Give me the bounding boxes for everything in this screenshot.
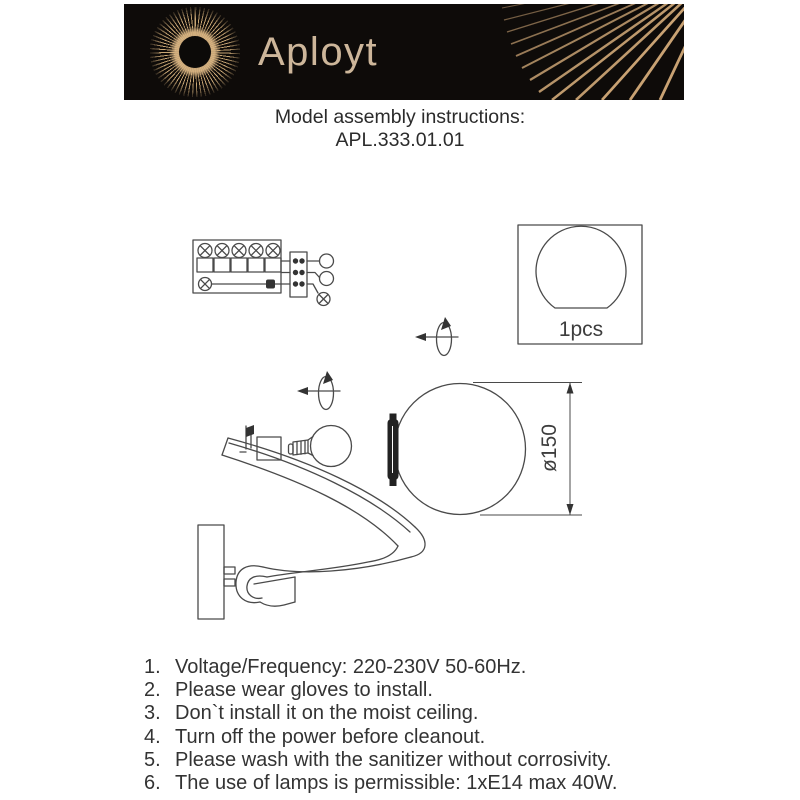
- item-number: 6.: [144, 772, 161, 795]
- ground-screw-icon: [199, 278, 212, 291]
- title-line: Model assembly instructions:: [274, 106, 526, 128]
- rotate-arrow-icon: [415, 317, 458, 356]
- quantity-label: 1pcs: [558, 318, 604, 341]
- model-number: APL.333.01.01: [335, 129, 465, 151]
- wiring-diagram: [193, 240, 334, 306]
- item-text: Please wash with the sanitizer without corrosivity.: [175, 748, 612, 771]
- item-number: 2.: [144, 679, 161, 702]
- list-item: [144, 772, 617, 795]
- item-text: Voltage/Frequency: 220-230V 50-60Hz.: [175, 656, 527, 678]
- rotate-arrow-icon: [297, 371, 340, 410]
- instruction-list: [144, 656, 617, 795]
- item-number: 3.: [144, 702, 161, 725]
- diameter-label: ø150: [538, 424, 561, 472]
- item-number: 4.: [144, 725, 161, 748]
- brand-name: Aployt: [258, 29, 379, 74]
- item-text: Don`t install it on the moist ceiling.: [175, 702, 479, 725]
- package-box: [518, 225, 642, 344]
- list-item: [144, 702, 617, 725]
- item-number: 5.: [144, 748, 161, 771]
- wall-plate: [198, 525, 224, 619]
- dimension-diameter: [473, 383, 582, 516]
- item-text: The use of lamps is permissible: 1xE14 max 40W.: [175, 772, 618, 795]
- list-item: [144, 726, 617, 749]
- shade-outline: [536, 226, 626, 308]
- socket-holder: [240, 425, 281, 460]
- item-text: Please wear gloves to install.: [175, 679, 433, 702]
- list-item: [144, 679, 617, 702]
- globe-shade: [388, 384, 526, 515]
- list-item: [144, 749, 617, 772]
- item-text: Turn off the power before cleanout.: [175, 725, 486, 748]
- item-number: 1.: [144, 656, 161, 678]
- lamp-symbol-icon: [317, 293, 330, 306]
- lamp-assembly-drawing: [198, 383, 582, 620]
- list-item: [144, 656, 617, 679]
